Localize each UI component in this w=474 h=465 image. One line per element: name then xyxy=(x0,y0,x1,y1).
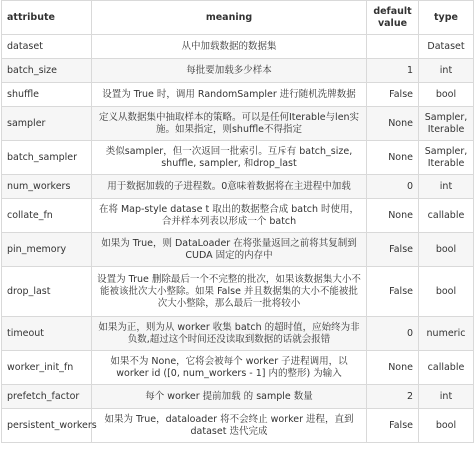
cell-type: bool xyxy=(419,409,474,443)
cell-default: 0 xyxy=(367,175,419,199)
cell-attribute: timeout xyxy=(2,317,92,351)
cell-attribute: persistent_workers xyxy=(2,409,92,443)
cell-default: False xyxy=(367,267,419,317)
cell-type: bool xyxy=(419,233,474,267)
table-row xyxy=(2,141,474,175)
cell-default: 2 xyxy=(367,385,419,409)
cell-default: None xyxy=(367,351,419,385)
cell-attribute: shuffle xyxy=(2,83,92,107)
cell-type: bool xyxy=(419,83,474,107)
cell-type: Dataset xyxy=(419,35,474,59)
header-default-value: default value xyxy=(367,1,419,35)
cell-type: int xyxy=(419,385,474,409)
table-row xyxy=(2,35,474,59)
table-row xyxy=(2,175,474,199)
cell-default: 1 xyxy=(367,59,419,83)
cell-attribute: batch_size xyxy=(2,59,92,83)
cell-type: int xyxy=(419,175,474,199)
cell-attribute: sampler xyxy=(2,107,92,141)
cell-default: False xyxy=(367,409,419,443)
table-row xyxy=(2,107,474,141)
cell-attribute: num_workers xyxy=(2,175,92,199)
cell-meaning: 每个 worker 提前加载 的 sample 数量 xyxy=(92,385,367,409)
table-row xyxy=(2,83,474,107)
cell-default xyxy=(367,35,419,59)
cell-default: None xyxy=(367,141,419,175)
cell-meaning: 如果为 True，dataloader 将不会终止 worker 进程，直到 dataset 迭代完成 xyxy=(92,409,367,443)
cell-attribute: pin_memory xyxy=(2,233,92,267)
cell-default: False xyxy=(367,83,419,107)
cell-type: numeric xyxy=(419,317,474,351)
header-attribute: attribute xyxy=(2,1,92,35)
cell-meaning: 如果不为 None，它将会被每个 worker 子进程调用，以 worker id ([0, num_workers - 1] 内的整形) 为输入 xyxy=(92,351,367,385)
cell-meaning: 如果为正，则为从 worker 收集 batch 的超时值，应始终为非负数,超过这个时间还没读取到数据的话就会报错 xyxy=(92,317,367,351)
cell-default: False xyxy=(367,233,419,267)
cell-type: Sampler, Iterable xyxy=(419,107,474,141)
header-type: type xyxy=(419,1,474,35)
cell-type: Sampler, Iterable xyxy=(419,141,474,175)
cell-attribute: dataset xyxy=(2,35,92,59)
cell-meaning: 设置为 True 删除最后一个不完整的批次，如果该数据集大小不能被该批次大小整除。如果 False 并且数据集的大小不能被批次大小整除，那么最后一批将较小 xyxy=(92,267,367,317)
cell-meaning: 如果为 True，则 DataLoader 在将张量返回之前将其复制到 CUDA 固定的内存中 xyxy=(92,233,367,267)
table-row xyxy=(2,351,474,385)
cell-meaning: 在将 Map-style datase t 取出的数据整合成 batch 时使用，合并样本列表以形成一个 batch xyxy=(92,199,367,233)
table-row xyxy=(2,409,474,443)
table-row xyxy=(2,59,474,83)
cell-type: callable xyxy=(419,199,474,233)
cell-meaning: 用于数据加载的子进程数。0意味着数据将在主进程中加载 xyxy=(92,175,367,199)
header-row xyxy=(2,1,474,35)
parameter-table xyxy=(1,0,474,443)
cell-type: bool xyxy=(419,267,474,317)
cell-attribute: worker_init_fn xyxy=(2,351,92,385)
cell-default: None xyxy=(367,199,419,233)
cell-meaning: 从中加载数据的数据集 xyxy=(92,35,367,59)
cell-meaning: 每批要加载多少样本 xyxy=(92,59,367,83)
cell-meaning: 定义从数据集中抽取样本的策略。可以是任何Iterable与len实施。如果指定，则shuffle不得指定 xyxy=(92,107,367,141)
header-meaning: meaning xyxy=(92,1,367,35)
cell-type: int xyxy=(419,59,474,83)
table-row xyxy=(2,385,474,409)
cell-meaning: 设置为 True 时，调用 RandomSampler 进行随机洗牌数据 xyxy=(92,83,367,107)
cell-default: 0 xyxy=(367,317,419,351)
table-row xyxy=(2,317,474,351)
table-row xyxy=(2,267,474,317)
table-row xyxy=(2,199,474,233)
cell-attribute: drop_last xyxy=(2,267,92,317)
cell-type: callable xyxy=(419,351,474,385)
cell-attribute: batch_sampler xyxy=(2,141,92,175)
cell-meaning: 类似sampler，但一次返回一批索引。互斥有 batch_size, shuffle, sampler, 和drop_last xyxy=(92,141,367,175)
cell-attribute: collate_fn xyxy=(2,199,92,233)
table-row xyxy=(2,233,474,267)
cell-default: None xyxy=(367,107,419,141)
cell-attribute: prefetch_factor xyxy=(2,385,92,409)
